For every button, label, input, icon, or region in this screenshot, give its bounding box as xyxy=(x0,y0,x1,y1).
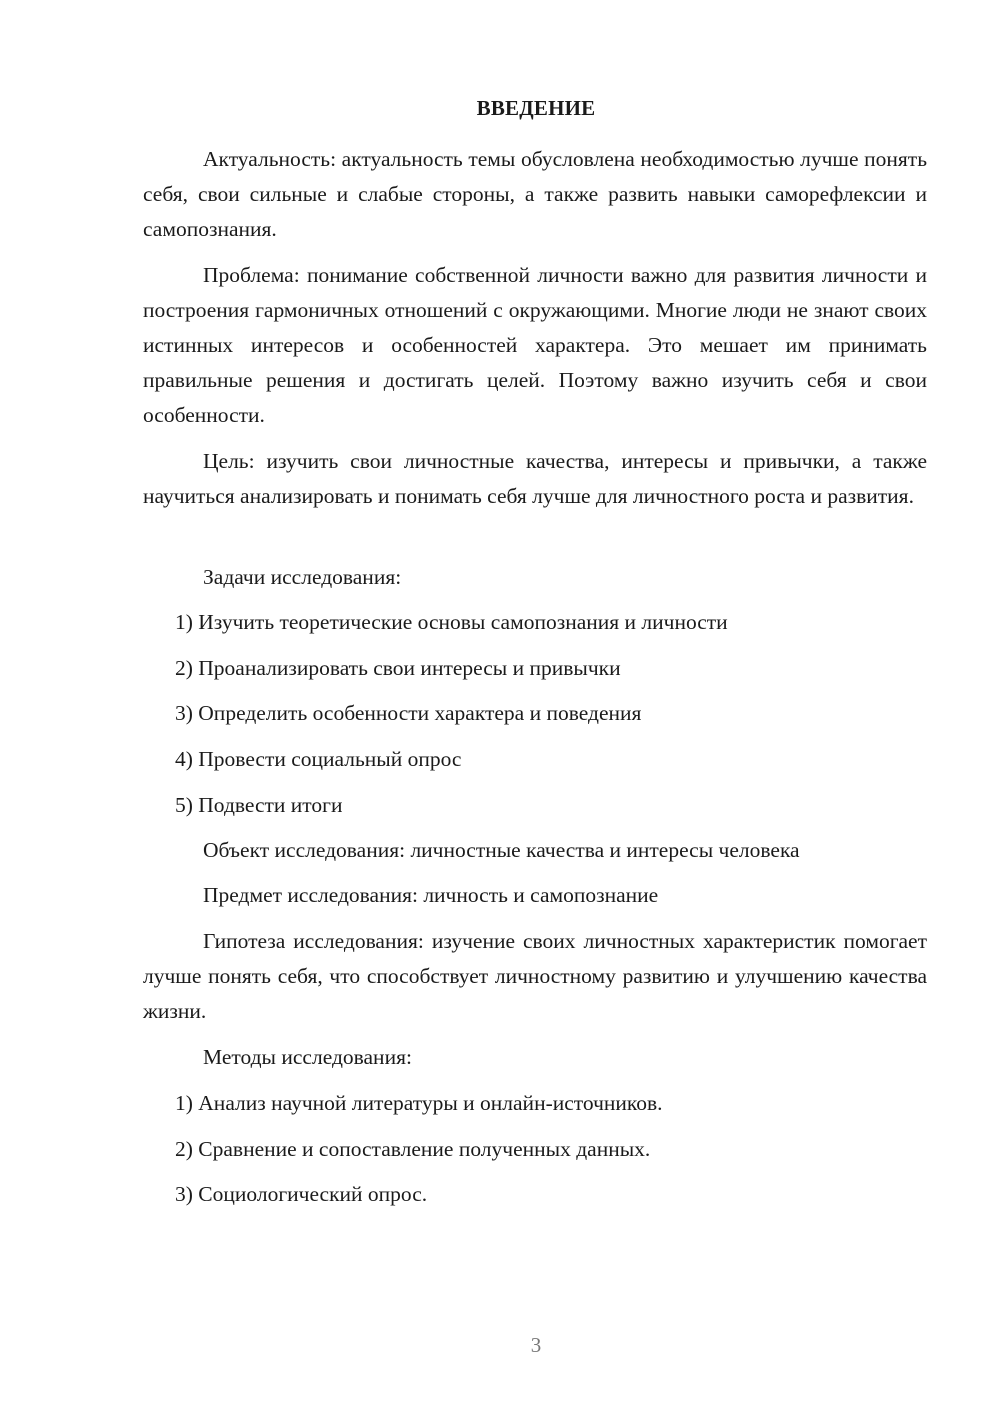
list-item: 5) Подвести итоги xyxy=(175,792,343,817)
problem-paragraph: Проблема: понимание собственной личности важно для развития личности и построения гармоничных отношений с окружающими. Многие люди не знают своих истинных интересов и особенностей характера. Это мешает им принимать правильные решения и достигать целей. Поэтому важно изучить себя и свои особенности. xyxy=(143,263,927,427)
object-line: Объект исследования: личностные качества и интересы человека xyxy=(203,838,800,862)
tasks-heading: Задачи исследования: xyxy=(203,565,402,589)
list-item: 3) Определить особенности характера и поведения xyxy=(175,701,642,726)
relevance-paragraph: Актуальность: актуальность темы обусловлена необходимостью лучше понять себя, свои сильные и слабые стороны, а также развить навыки саморефлексии и самопознания. xyxy=(143,147,927,241)
page-number: 3 xyxy=(530,1333,542,1357)
list-item: 3) Социологический опрос. xyxy=(175,1182,428,1207)
tasks-list xyxy=(175,605,728,833)
list-item: 2) Сравнение и сопоставление полученных данных. xyxy=(175,1136,651,1161)
list-item: 1) Изучить теоретические основы самопознания и личности xyxy=(175,610,728,634)
list-item: 2) Проанализировать свои интересы и привычки xyxy=(175,655,621,680)
methods-heading: Методы исследования: xyxy=(203,1045,412,1069)
goal-paragraph: Цель: изучить свои личностные качества, интересы и привычки, а также научиться анализировать и понимать себя лучше для личностного роста и развития. xyxy=(143,449,927,508)
methods-list xyxy=(175,1086,663,1223)
list-item: 4) Провести социальный опрос xyxy=(175,747,462,772)
list-item: 1) Анализ научной литературы и онлайн-источников. xyxy=(175,1091,663,1115)
subject-line: Предмет исследования: личность и самопознание xyxy=(203,883,659,907)
hypothesis-paragraph: Гипотеза исследования: изучение своих личностных характеристик помогает лучше понять себя, что способствует личностному развитию и улучшению качества жизни. xyxy=(143,929,927,1023)
page-title: ВВЕДЕНИЕ xyxy=(476,96,596,120)
